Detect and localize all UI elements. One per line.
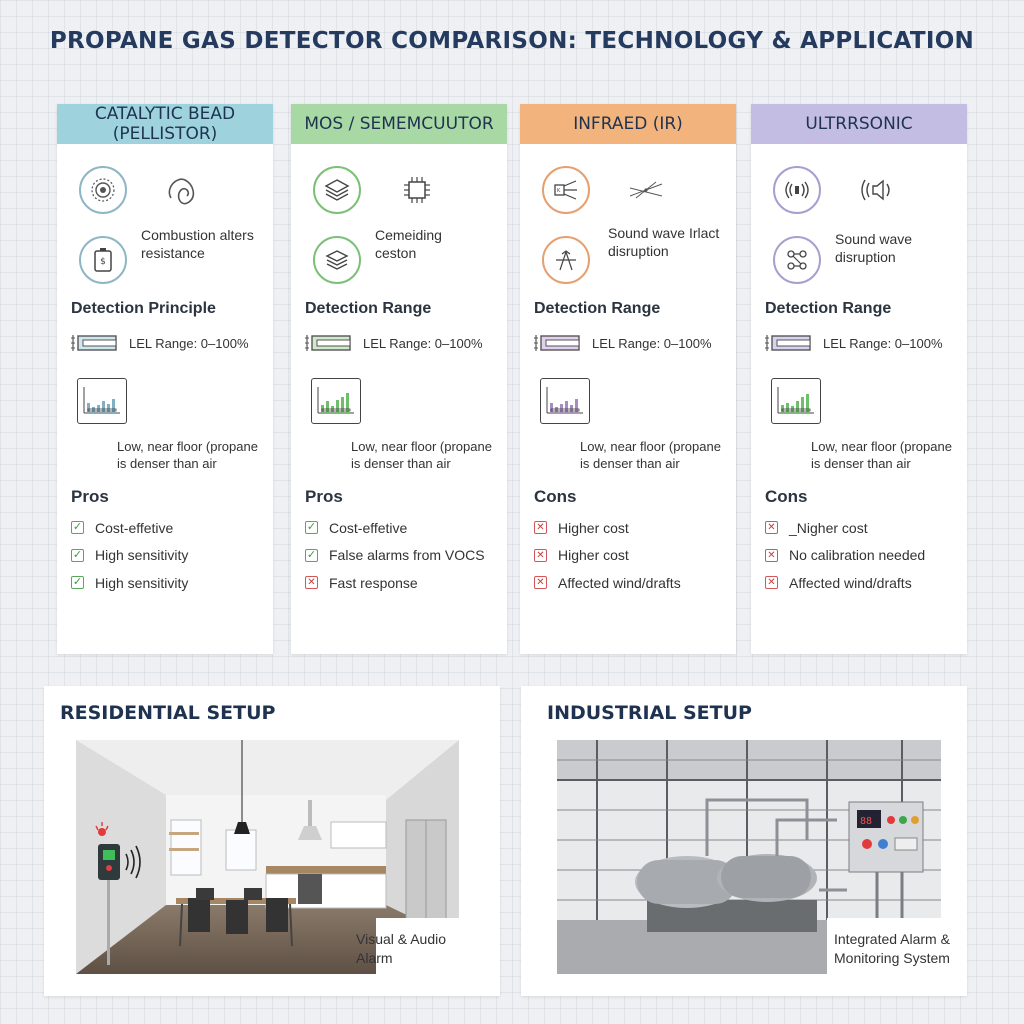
lel-range [534, 332, 712, 354]
battery-icon [79, 236, 127, 284]
list-item: ✓ Cost-effetive [306, 519, 408, 536]
section-title: Detection Range [305, 300, 432, 317]
section-heading: INDUSTRIAL SETUP [547, 702, 752, 724]
lel-range [71, 332, 249, 354]
list-title: Cons [765, 487, 808, 506]
light-beam-icon [624, 168, 668, 212]
list-item: ✓ High sensitivity [72, 547, 189, 564]
cross-icon: ✕ [765, 576, 778, 589]
cross-icon: ✕ [534, 521, 547, 534]
placement-note: Low, near floor (propane is denser than air [811, 439, 952, 471]
list-item: ✕ _Nigher cost [765, 514, 925, 542]
feature-list [71, 514, 188, 597]
list-title: Pros [71, 487, 109, 506]
principle-note: Cemeiding ceston [375, 227, 442, 261]
range-label: LEL Range: 0–100% [592, 335, 712, 351]
principle-note: Sound wave Irlact disruption [608, 225, 720, 259]
check-icon: ✓ [306, 521, 317, 534]
industrial-setup-panel [521, 686, 967, 996]
list-item: ✕ Fast response [305, 569, 485, 597]
range-label: LEL Range: 0–100% [363, 335, 483, 351]
placement-note: Low, near floor (propane is denser than air [580, 439, 721, 471]
check-icon: ✓ [72, 521, 83, 534]
placement-note: Low, near floor (propane is denser than air [351, 439, 492, 471]
range-gauge-icon [71, 332, 119, 354]
card-mos-semiconductor [291, 104, 507, 654]
card-ultrasonic [751, 104, 967, 654]
section-title: Detection Range [534, 300, 661, 317]
page-title: PROPANE GAS DETECTOR COMPARISON: TECHNOLOGY & APPLICATION [49, 28, 975, 54]
residential-setup-panel [44, 686, 500, 996]
bar-chart-icon [771, 378, 821, 424]
list-item: ✕ Affected wind/drafts [534, 569, 681, 597]
section-heading: RESIDENTIAL SETUP [60, 702, 276, 724]
cross-icon: ✕ [765, 521, 778, 534]
range-gauge-icon [765, 332, 813, 354]
card-header: INFRAED (IR) [520, 104, 736, 144]
feature-list [305, 514, 485, 597]
bar-chart-icon [540, 378, 590, 424]
svg-text:$: $ [100, 257, 106, 267]
check-icon: ✓ [72, 576, 83, 589]
list-title: Pros [305, 487, 343, 506]
ir-emitter-icon [542, 166, 590, 214]
lel-range [765, 332, 943, 354]
layers-icon [313, 236, 361, 284]
card-header: CATALYTIC BEAD (PELLISTOR) [57, 104, 273, 144]
cross-icon: ✕ [534, 549, 547, 562]
list-item: ✓ False alarms from VOCS [306, 547, 485, 564]
list-item: ✕ Affected wind/drafts [765, 569, 925, 597]
range-label: LEL Range: 0–100% [823, 335, 943, 351]
signal-path-icon [542, 236, 590, 284]
layers-icon [313, 166, 361, 214]
range-gauge-icon [305, 332, 353, 354]
cross-icon: ✕ [534, 576, 547, 589]
svg-text:K: K [557, 188, 561, 194]
card-header: ULTRRSONIC [751, 104, 967, 144]
caption: Integrated Alarm & Monitoring System [834, 931, 950, 966]
principle-note: Sound wave disruption [835, 231, 913, 265]
section-title: Detection Principle [71, 300, 216, 317]
range-label: LEL Range: 0–100% [129, 335, 249, 351]
sound-wave-icon [773, 166, 821, 214]
caption: Visual & Audio Alarm [356, 931, 447, 966]
network-nodes-icon [773, 236, 821, 284]
list-item: ✓ Cost-effetive [72, 519, 174, 536]
list-item: ✕ Higher cost [534, 542, 681, 570]
speaker-wave-icon [855, 168, 899, 212]
chip-icon [395, 168, 439, 212]
coil-icon [161, 168, 205, 212]
card-infrared [520, 104, 736, 654]
section-title: Detection Range [765, 300, 892, 317]
list-item: ✕ Higher cost [534, 514, 681, 542]
card-header: MOS / SEMEMCUUTOR [291, 104, 507, 144]
list-item: ✓ High sensitivity [72, 574, 189, 591]
range-gauge-icon [534, 332, 582, 354]
cross-icon: ✕ [765, 549, 778, 562]
bar-chart-icon [311, 378, 361, 424]
list-title: Cons [534, 487, 577, 506]
check-icon: ✓ [72, 548, 83, 561]
lel-range [305, 332, 483, 354]
svg-text:88: 88 [860, 816, 873, 827]
feature-list [765, 514, 925, 597]
card-catalytic-bead [57, 104, 273, 654]
principle-note: Combustion alters resistance [141, 227, 254, 261]
sensor-bead-icon [79, 166, 127, 214]
feature-list [534, 514, 681, 597]
bar-chart-icon [77, 378, 127, 424]
check-icon: ✓ [306, 548, 317, 561]
cross-icon: ✕ [305, 576, 318, 589]
placement-note: Low, near floor (propane is denser than air [117, 439, 258, 471]
list-item: ✕ No calibration needed [765, 542, 925, 570]
